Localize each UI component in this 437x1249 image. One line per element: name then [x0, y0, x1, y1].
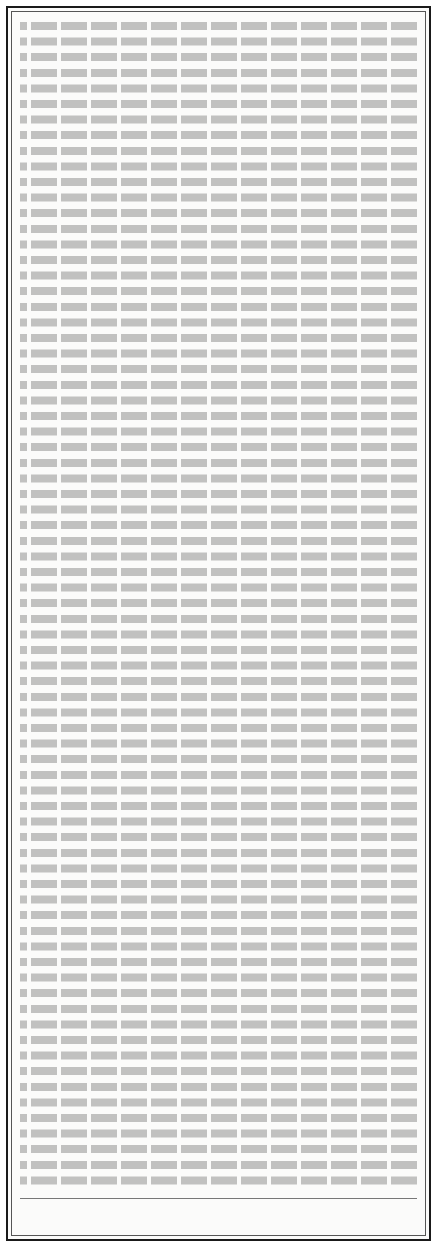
- notice-inner-border: [11, 11, 426, 1236]
- notice-body: [20, 18, 417, 1191]
- auction-notice: [6, 6, 431, 1241]
- notice-footer: [20, 1198, 417, 1227]
